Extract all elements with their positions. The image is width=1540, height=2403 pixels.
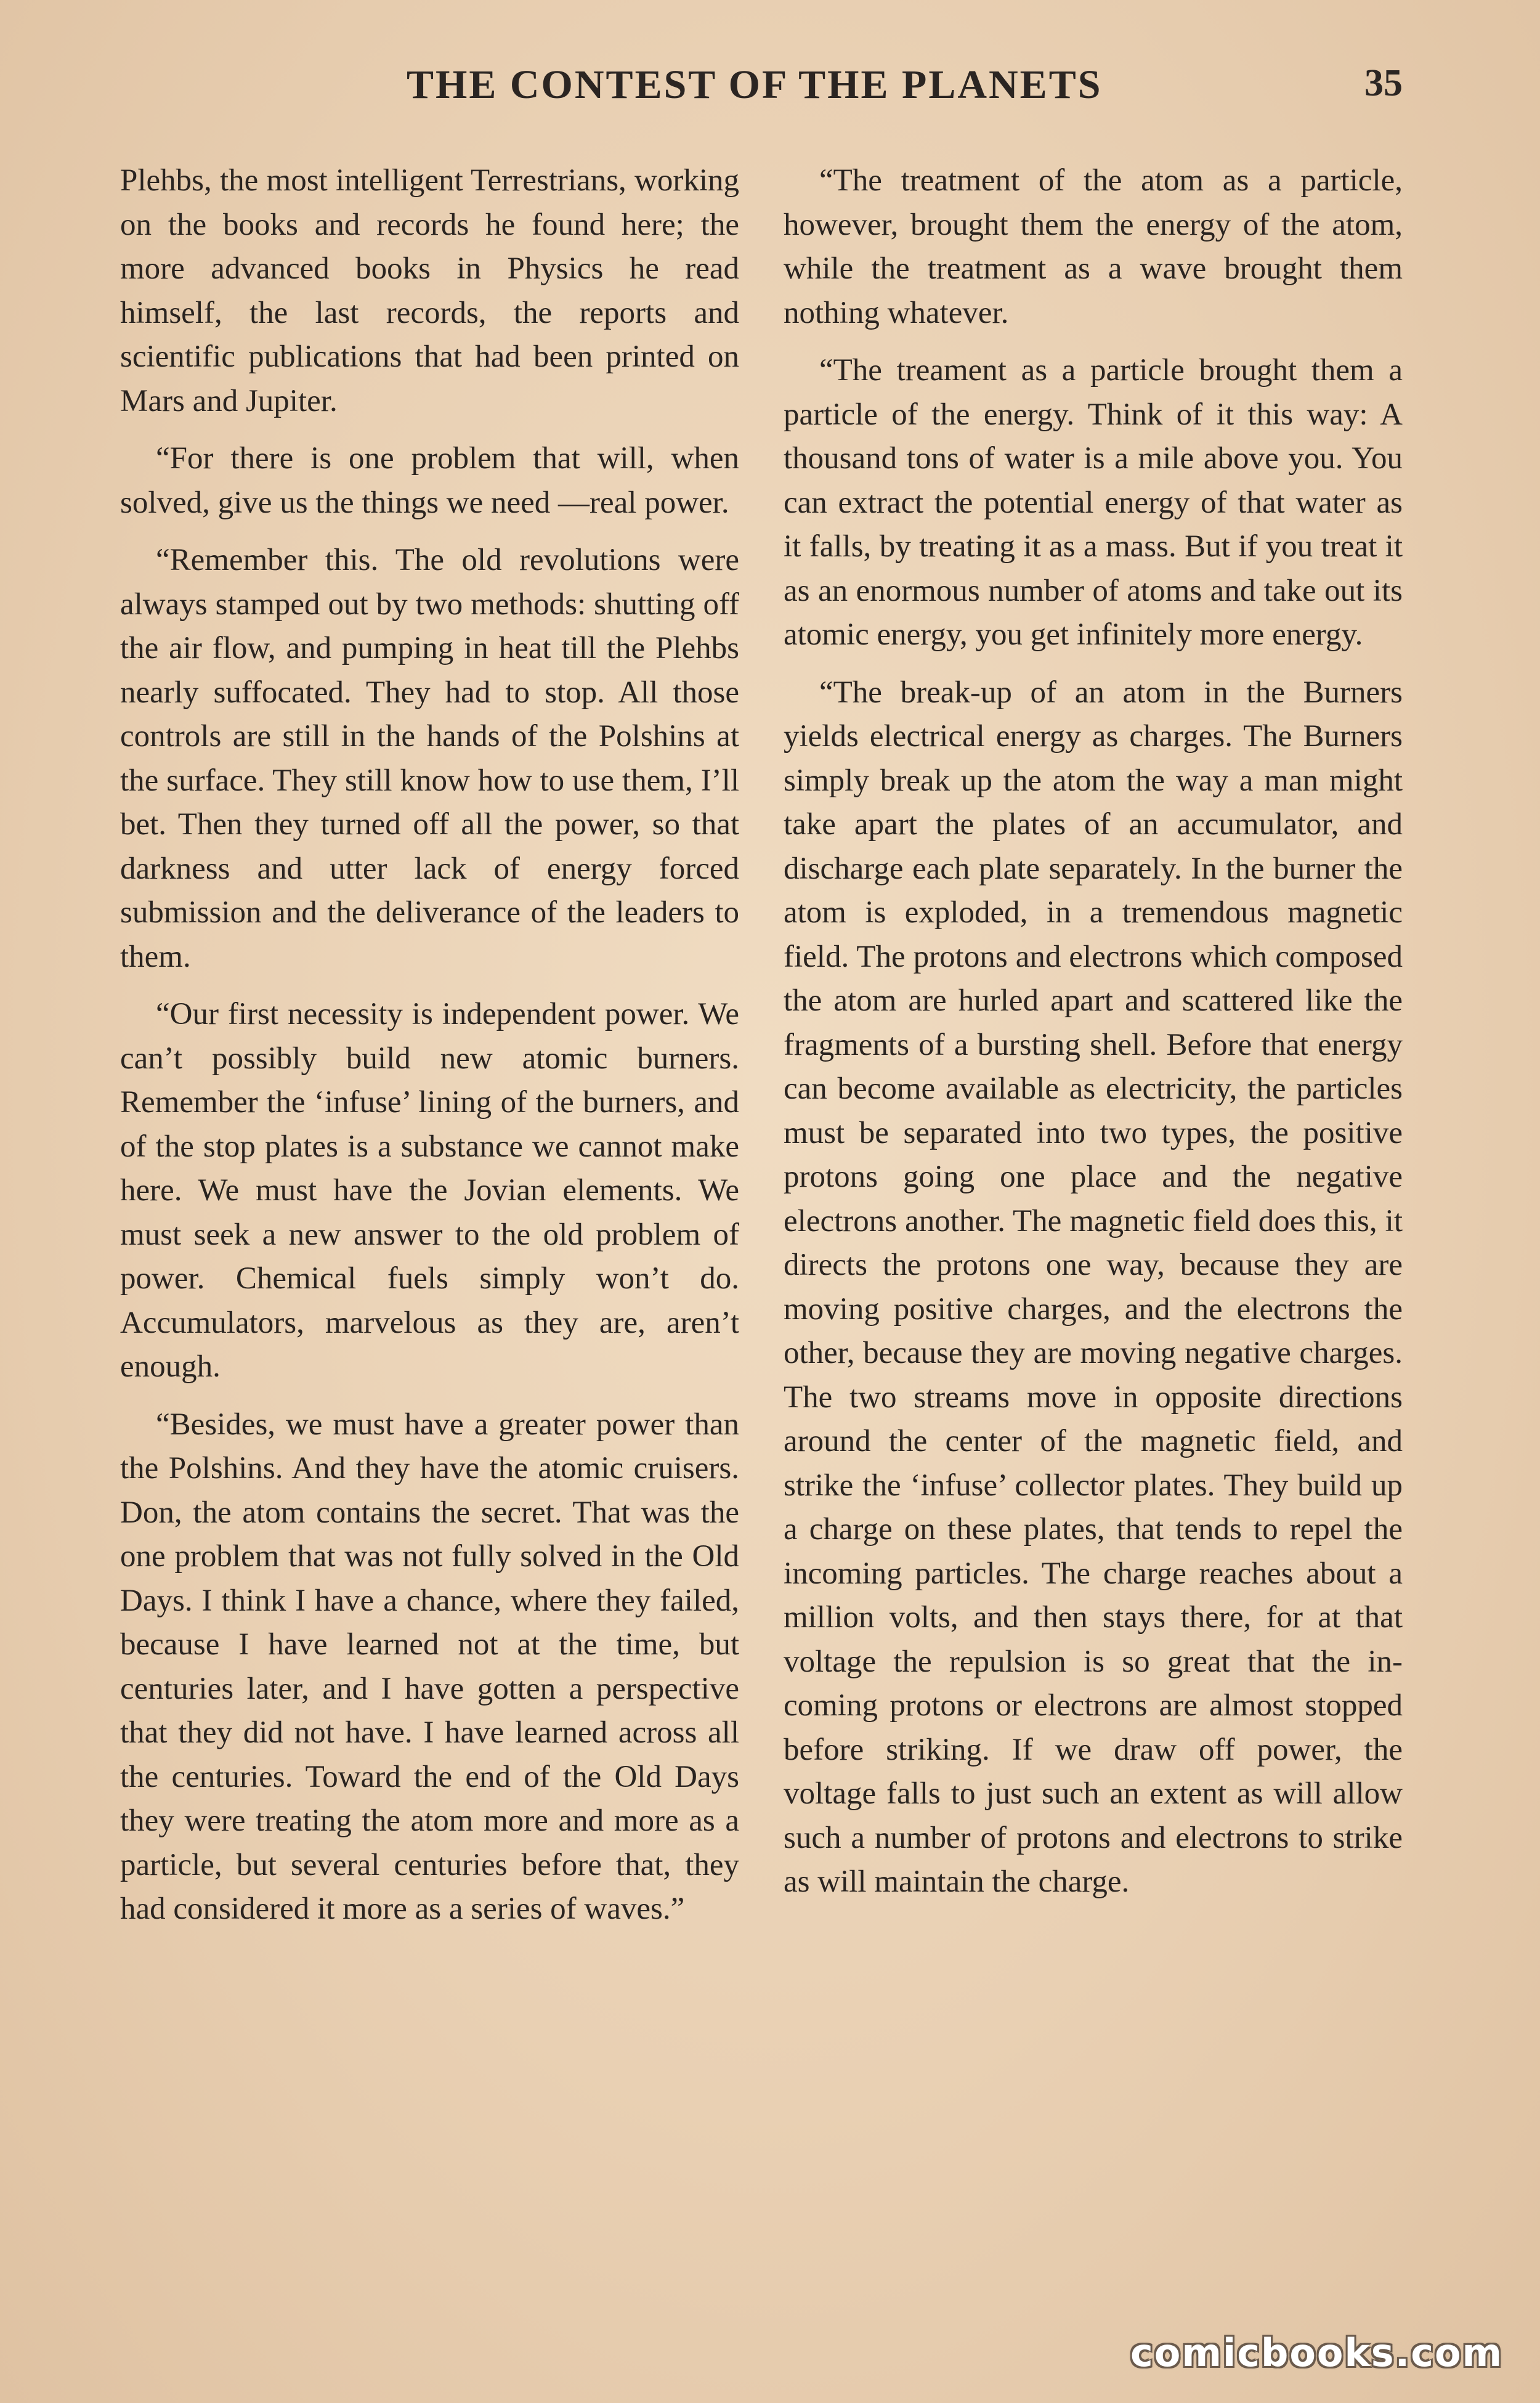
paragraph: “Our first necessity is independent power. We can’t possibly build new atomic burners. Remember the ‘infuse’ lining of the burners, and of the stop plates is a substance we cannot make here. We must have the Jovian elements. We must seek a new answer to the old problem of power. Chemical fuels simply won’t do. Accumulators, marvelous as they are, aren’t enough. bbox=[120, 997, 739, 1384]
paragraph: “For there is one problem that will, when solved, give us the things we need —real power. bbox=[120, 441, 739, 520]
running-head bbox=[0, 62, 1540, 117]
left-text-column bbox=[120, 159, 739, 1945]
page-number: 35 bbox=[1364, 62, 1403, 104]
paragraph: “Remember this. The old revolutions were always stamped out by two methods: shutting off the air flow, and pumping in heat till the Plehbs nearly suffocated. They had to stop. All those controls are still in the hands of the Polshins at the surface. They still know how to use them, I’ll bet. Then they turned off all the power, so that darkness and utter lack of energy forced submission and the deliverance of the leaders to them. bbox=[120, 543, 739, 974]
paragraph: “The break-up of an atom in the Burners yields electrical energy as charges. The Burners simply break up the atom the way a man might take apart the plates of an accumulator, and discharge each plate separately. In the burner the atom is exploded, in a tremendous magnetic field. The protons and electrons which composed the atom are hurled apart and scattered like the fragments of a bursting shell. Before that energy can become available as electricity, the particles must be separated into two types, the positive protons going one place and the negative electrons another. The magnetic field does this, it directs the protons one way, because they are moving positive charges, and the electrons the other, because they are moving negative charges. The two streams move in opposite directions around the center of the magnetic field, and strike the ‘infuse’ collector plates. They build up a charge on these plates, that tends to repel the incoming particles. The charge reaches about a million volts, and then stays there, for at that voltage the repulsion is so great that the incoming protons or electrons are almost stopped before striking. If we draw off power, the voltage falls to just such an extent as will allow such a number of protons and electrons to strike as will maintain the charge. bbox=[784, 675, 1403, 1899]
right-text-column bbox=[784, 159, 1403, 1918]
paragraph: Plehbs, the most intelligent Terrestrians, working on the books and records he found here; the more advanced books in Physics he read himself, the last records, the reports and scientific publications that had been printed on Mars and Jupiter. bbox=[120, 163, 739, 418]
site-watermark: comicbooks.com bbox=[1130, 2330, 1504, 2375]
paragraph: “The treatment of the atom as a particle, however, brought them the energy of the atom, while the treatment as a wave brought them nothing whatever. bbox=[784, 163, 1403, 330]
paragraph: “Besides, we must have a greater power than the Polshins. And they have the atomic cruisers. Don, the atom contains the secret. That was the one problem that was not fully solved in the Old Days. I think I have a chance, where they failed, because I have learned not at the time, but centuries later, and I have gotten a perspective that they did not have. I have learned across all the centuries. Toward the end of the Old Days they were treating the atom more and more as a particle, but several centuries before that, they had considered it more as a series of waves.” bbox=[120, 1407, 739, 1926]
page-title: THE CONTEST OF THE PLANETS bbox=[407, 62, 1103, 107]
paragraph: “The treament as a particle brought them a particle of the energy. Think of it this way: A thousand tons of water is a mile above you. You can extract the potential energy of that water as it falls, by treating it as a mass. But if you treat it as an enormous number of atoms and take out its atomic energy, you get infinitely more energy. bbox=[784, 353, 1403, 652]
